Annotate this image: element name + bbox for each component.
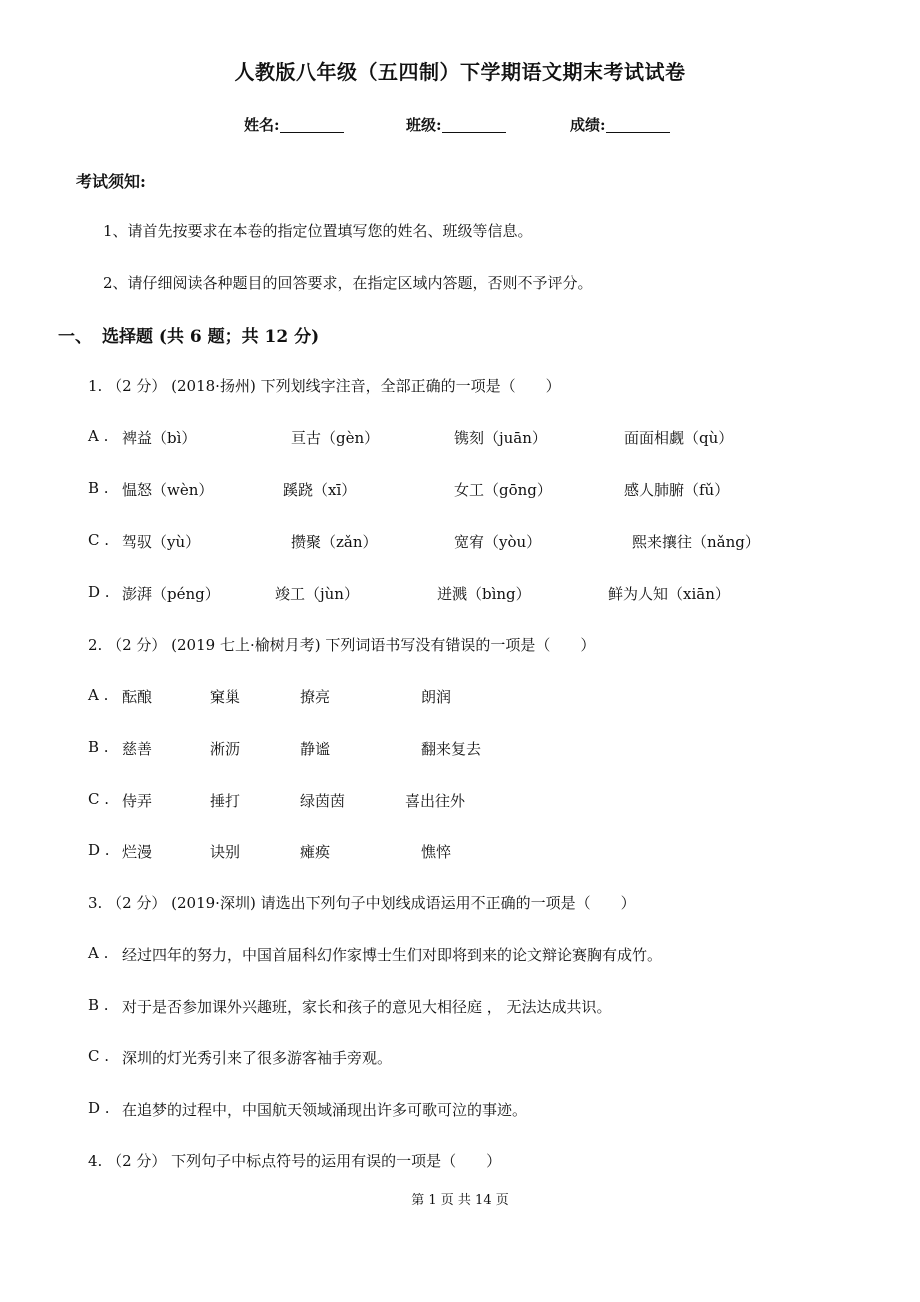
option-item: 喜出往外 <box>405 792 466 810</box>
question-stem: 4. （2 分） 下列句子中标点符号的运用有误的一项是（ ） <box>88 1152 502 1170</box>
score-label: 成绩: <box>570 116 606 134</box>
option-letter: D . <box>88 583 110 601</box>
class-blank <box>442 116 506 133</box>
notice-item: 2、请仔细阅读各种题目的回答要求，在指定区域内答题，否则不予评分。 <box>103 274 593 292</box>
question-stem: 1. （2 分） (2018·扬州) 下列划线字注音，全部正确的一项是（ ） <box>88 377 561 395</box>
name-field <box>244 114 344 135</box>
page-title: 人教版八年级（五四制）下学期语文期末考试试卷 <box>234 60 686 84</box>
option-text: 对于是否参加课外兴趣班，家长和孩子的意见大相径庭 ， 无法达成共识。 <box>122 998 612 1016</box>
question-stem: 2. （2 分） (2019 七上·榆树月考) 下列词语书写没有错误的一项是（ ） <box>88 636 596 654</box>
class-label: 班级: <box>406 116 442 134</box>
option-item: 诀别 <box>210 843 241 861</box>
option-item: 撩亮 <box>300 688 331 706</box>
option-item: 宽宥（yòu） <box>454 533 542 551</box>
option-item: 竣工（jùn） <box>275 585 359 603</box>
option-letter: C . <box>88 1047 110 1065</box>
option-letter: A . <box>88 427 109 445</box>
notice-item: 1、请首先按要求在本卷的指定位置填写您的姓名、班级等信息。 <box>103 222 533 240</box>
notice-heading: 考试须知: <box>76 172 146 191</box>
option-text: 深圳的灯光秀引来了很多游客袖手旁观。 <box>122 1049 393 1067</box>
option-item: 憔悴 <box>421 843 452 861</box>
option-letter: C . <box>88 531 110 549</box>
option-item: 攒聚（zǎn） <box>291 533 378 551</box>
name-blank <box>280 116 344 133</box>
question-stem: 3. （2 分） (2019·深圳) 请选出下列句子中划线成语运用不正确的一项是（ ） <box>88 894 636 912</box>
option-item: 感人肺腑（fǔ） <box>624 481 730 499</box>
option-item: 慈善 <box>122 740 153 758</box>
option-item: 烂漫 <box>122 843 153 861</box>
option-item: 瘫痪 <box>300 843 331 861</box>
option-item: 女工（gōng） <box>454 481 552 499</box>
section-heading <box>58 322 319 347</box>
option-item: 窠巢 <box>210 688 241 706</box>
option-item: 裨益（bì） <box>122 429 197 447</box>
option-item: 面面相觑（qù） <box>624 429 734 447</box>
page-footer: 第 1 页 共 14 页 <box>411 1193 509 1208</box>
option-item: 熙来攘往（nǎng） <box>632 533 760 551</box>
option-item: 淅沥 <box>210 740 241 758</box>
option-text: 在追梦的过程中，中国航天领域涌现出许多可歌可泣的事迹。 <box>122 1101 528 1119</box>
section-title: 选择题 (共 6 题；共 12 分) <box>102 327 320 347</box>
class-field <box>406 114 506 135</box>
option-text: 经过四年的努力，中国首届科幻作家博士生们对即将到来的论文辩论赛胸有成竹。 <box>122 946 663 964</box>
section-number: 一、 <box>58 327 92 347</box>
option-letter: A . <box>88 686 109 704</box>
option-item: 朗润 <box>421 688 452 706</box>
option-item: 鲜为人知（xiān） <box>608 585 730 603</box>
option-letter: D . <box>88 841 110 859</box>
option-item: 驾驭（yù） <box>122 533 201 551</box>
option-item: 迸溅（bìng） <box>437 585 531 603</box>
score-field <box>570 114 670 135</box>
option-letter: A . <box>88 944 109 962</box>
option-letter: B . <box>88 479 109 497</box>
option-item: 亘古（gèn） <box>291 429 380 447</box>
option-item: 绿茵茵 <box>300 792 346 810</box>
option-letter: B . <box>88 738 109 756</box>
score-blank <box>606 116 670 133</box>
option-item: 镌刻（juān） <box>454 429 547 447</box>
option-item: 静谧 <box>300 740 331 758</box>
option-item: 翻来复去 <box>421 740 482 758</box>
option-letter: B . <box>88 996 109 1014</box>
option-item: 捶打 <box>210 792 241 810</box>
option-letter: D . <box>88 1099 110 1117</box>
option-item: 蹊跷（xī） <box>283 481 357 499</box>
option-item: 澎湃（péng） <box>122 585 220 603</box>
name-label: 姓名: <box>244 116 280 134</box>
option-letter: C . <box>88 790 110 808</box>
option-item: 侍弄 <box>122 792 153 810</box>
option-item: 愠怒（wèn） <box>122 481 214 499</box>
option-item: 酝酿 <box>122 688 153 706</box>
